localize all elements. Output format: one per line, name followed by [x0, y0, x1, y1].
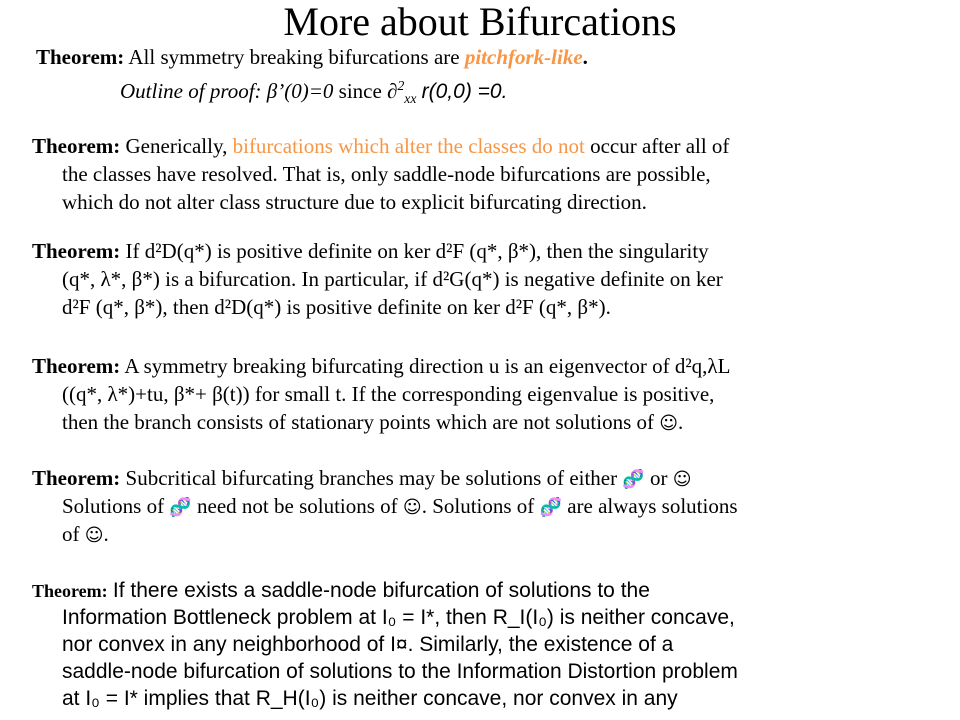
proof-since: since: [338, 79, 382, 103]
proof-sub: xx: [404, 91, 417, 107]
theorem-6-line4: saddle-node bifurcation of solutions to the Information Distortion problem: [62, 660, 738, 683]
proof-partial: ∂: [387, 79, 398, 103]
theorem-2-lead: Generically,: [125, 134, 228, 158]
theorem-3: [32, 238, 912, 322]
theorem-2: [32, 133, 912, 217]
theorem-6-line2: Information Bottleneck problem at I₀ = I*, then R_I(I₀) is neither concave,: [62, 606, 735, 629]
proof-sup: 2: [397, 78, 405, 93]
theorem-label: Theorem:: [32, 239, 121, 263]
theorem-5-line2b: need not be solutions of: [197, 494, 398, 518]
smiley-icon: ☺: [659, 413, 678, 434]
theorem-label: Theorem:: [36, 45, 125, 69]
pitchfork-highlight: pitchfork-like: [464, 45, 583, 69]
theorem-4-line2: ((q*, λ*)+tu, β*+ β(t)) for small t. If the corresponding eigenvalue is positive,: [62, 382, 715, 406]
theorem-2-line1-tail: occur after all of: [590, 134, 730, 158]
proof-math: β’(0)=0: [266, 79, 334, 103]
theorem-5-line2a: Solutions of: [62, 494, 165, 518]
theorem-5-line2c: . Solutions of: [421, 494, 535, 518]
theorem-6-line1: If there exists a saddle-node bifurcation of solutions to the: [112, 579, 650, 602]
smiley-icon: ☺: [402, 497, 422, 518]
theorem-6-line5: at I₀ = I* implies that R_H(I₀) is neither concave, nor convex in any: [62, 687, 678, 710]
theorem-5-or: or: [650, 466, 668, 490]
page-title: More about Bifurcations: [283, 0, 677, 44]
theorem-6-line3: nor convex in any neighborhood of I¤. Similarly, the existence of a: [62, 633, 674, 656]
theorem-1-text: All symmetry breaking bifurcations are: [128, 45, 460, 69]
theorem-1-end: .: [582, 45, 588, 69]
theorem-5-line2d: are always solutions: [567, 494, 738, 518]
theorem-5-line1: Subcritical bifurcating branches may be solutions of either: [125, 466, 618, 490]
theorem-2-line2: the classes have resolved. That is, only saddle-node bifurcations are possible,: [62, 162, 711, 186]
dna-icon: 🧬: [622, 469, 645, 490]
theorem-label: Theorem:: [32, 581, 108, 601]
smiley-icon: ☺: [672, 469, 692, 490]
theorem-4: Theorem: A symmetry breaking bifurcating direction u is an eigenvector of d²q,λL ((q*, λ*)+tu, β*+ β(t)) for small t. If the corresponding eigenvalue is positive, then the branch consists of stationary points which are not solutions of ☺.: [32, 354, 731, 434]
theorem-5-line3: of: [62, 522, 80, 546]
theorem-3-line3: d²F (q*, β*), then d²D(q*) is positive definite on ker d²F (q*, β*).: [62, 295, 611, 319]
theorem-4-line3: then the branch consists of stationary points which are not solutions of: [62, 410, 654, 434]
theorem-3-line2: (q*, λ*, β*) is a bifurcation. In particular, if d²G(q*) is negative definite on ker: [62, 267, 723, 291]
theorem-6: [32, 577, 912, 717]
dna-icon: 🧬: [539, 497, 562, 518]
dna-icon: 🧬: [169, 497, 192, 518]
theorem-2-line3: which do not alter class structure due to explicit bifurcating direction.: [62, 190, 647, 214]
theorem-label: Theorem:: [32, 354, 121, 378]
theorem-3-line1: If d²D(q*) is positive definite on ker d²F (q*, β*), then the singularity: [125, 239, 709, 263]
theorem-label: Theorem:: [32, 466, 121, 490]
theorem-1: [32, 44, 912, 114]
proof-lead: Outline of proof:: [120, 79, 262, 103]
smiley-icon: ☺: [84, 525, 104, 546]
theorem-5: Theorem: Subcritical bifurcating branches may be solutions of either 🧬 or ☺ Solutions of 🧬 need not be solutions of ☺. Solutions of 🧬 are always solutions of ☺.: [32, 466, 738, 546]
theorem-label: Theorem:: [32, 134, 121, 158]
theorem-4-line1: A symmetry breaking bifurcating direction u is an eigenvector of d²q,λL: [124, 354, 731, 378]
classes-highlight: bifurcations which alter the classes do not: [232, 134, 585, 158]
proof-tail: r(0,0) =0.: [421, 80, 508, 103]
